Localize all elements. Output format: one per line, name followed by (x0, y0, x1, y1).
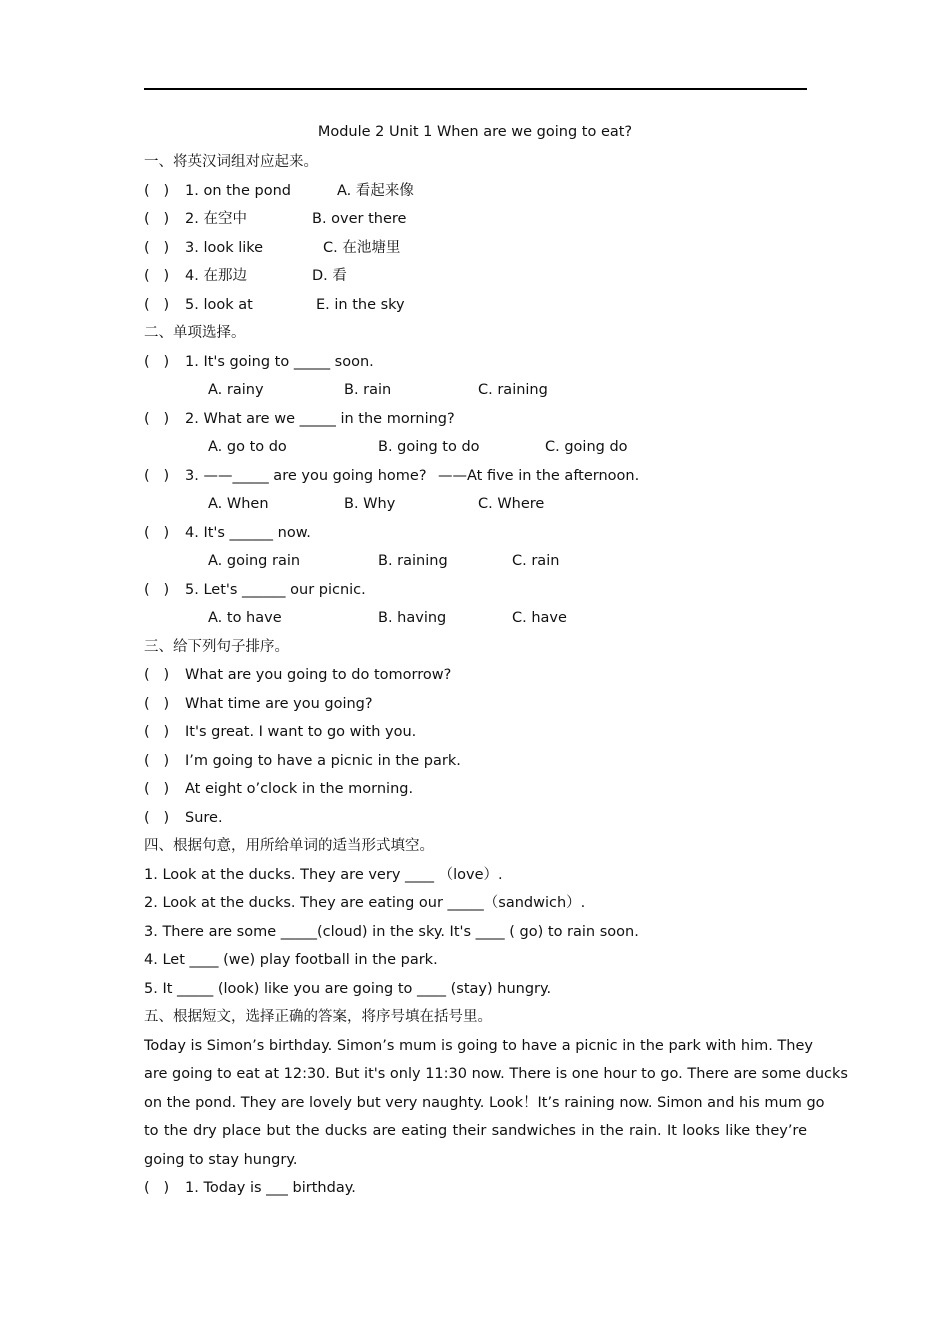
matching-left: 5. look at (185, 297, 253, 313)
ordering-sentence: Sure. (185, 810, 223, 826)
choice-option-b: B. raining (378, 553, 448, 569)
ordering-sentence: It's great. I want to go with you. (185, 724, 417, 740)
header-rule (144, 88, 807, 90)
choice-option-b: B. Why (344, 496, 396, 512)
ordering-sentence: I’m going to have a picnic in the park. (185, 753, 461, 769)
passage-line: going to stay hungry. (144, 1152, 298, 1168)
matching-left: 3. look like (185, 240, 264, 256)
ordering-item-3 (144, 722, 416, 742)
reading-stem: 1. Today is ___ birthday. (185, 1180, 356, 1196)
answer-bracket[interactable]: ( ) (144, 468, 170, 484)
choice-option-b: B. rain (344, 382, 392, 398)
fill-item-2: 2. Look at the ducks. They are eating our _____（sandwich）. (144, 895, 586, 911)
ordering-item-6 (144, 808, 223, 828)
choice-stem: 4. It's ______ now. (185, 525, 311, 541)
ordering-sentence: What are you going to do tomorrow? (185, 667, 452, 683)
choice-answer-line: ——At five in the afternoon. (438, 468, 640, 484)
matching-item-3 (144, 238, 263, 258)
answer-bracket[interactable]: ( ) (144, 354, 170, 370)
answer-bracket[interactable]: ( ) (144, 781, 170, 797)
answer-bracket[interactable]: ( ) (144, 667, 170, 683)
section-heading-3: 三、给下列句子排序。 (144, 639, 289, 655)
matching-right: C. 在池塘里 (323, 240, 401, 256)
choice-option-a: A. to have (208, 610, 282, 626)
choice-stem: 5. Let's ______ our picnic. (185, 582, 366, 598)
choice-question-4 (144, 523, 311, 543)
answer-bracket[interactable]: ( ) (144, 696, 170, 712)
answer-bracket[interactable]: ( ) (144, 582, 170, 598)
reading-question-1 (144, 1178, 356, 1198)
choice-question-2 (144, 409, 455, 429)
ordering-item-2 (144, 694, 373, 714)
fill-item-3: 3. There are some _____(cloud) in the sky. It's ____ ( go) to rain soon. (144, 924, 639, 940)
answer-bracket[interactable]: ( ) (144, 211, 170, 227)
matching-left: 4. 在那边 (185, 268, 247, 284)
answer-bracket[interactable]: ( ) (144, 753, 170, 769)
matching-item-1 (144, 181, 291, 201)
matching-item-5 (144, 295, 253, 315)
matching-right: B. over there (312, 211, 407, 227)
fill-item-4: 4. Let ____ (we) play football in the park. (144, 952, 438, 968)
matching-right: D. 看 (312, 268, 347, 284)
answer-bracket[interactable]: ( ) (144, 411, 170, 427)
ordering-item-4 (144, 751, 461, 771)
choice-stem: 2. What are we _____ in the morning? (185, 411, 455, 427)
choice-option-a: A. rainy (208, 382, 264, 398)
choice-option-c: C. have (512, 610, 567, 626)
choice-option-b: B. going to do (378, 439, 480, 455)
choice-option-c: C. going do (545, 439, 628, 455)
section-heading-4: 四、根据句意，用所给单词的适当形式填空。 (144, 838, 434, 854)
ordering-item-5 (144, 779, 413, 799)
section-heading-5: 五、根据短文，选择正确的答案，将序号填在括号里。 (144, 1009, 492, 1025)
matching-right: A. 看起来像 (337, 183, 414, 199)
fill-item-5: 5. It _____ (look) like you are going to ____ (stay) hungry. (144, 981, 552, 997)
matching-item-2 (144, 209, 247, 229)
section-heading-2: 二、单项选择。 (144, 325, 246, 341)
passage-line: on the pond. They are lovely but very naughty. Look！It’s raining now. Simon and his mum go (144, 1095, 825, 1111)
page-title: Module 2 Unit 1 When are we going to eat? (317, 124, 633, 140)
choice-stem: 3. ——_____ are you going home? (185, 468, 427, 484)
answer-bracket[interactable]: ( ) (144, 810, 170, 826)
choice-option-c: C. Where (478, 496, 545, 512)
answer-bracket[interactable]: ( ) (144, 297, 170, 313)
answer-bracket[interactable]: ( ) (144, 183, 170, 199)
answer-bracket[interactable]: ( ) (144, 724, 170, 740)
ordering-sentence: What time are you going? (185, 696, 373, 712)
choice-stem: 1. It's going to _____ soon. (185, 354, 374, 370)
choice-option-a: A. going rain (208, 553, 301, 569)
choice-option-a: A. go to do (208, 439, 287, 455)
matching-left: 2. 在空中 (185, 211, 247, 227)
answer-bracket[interactable]: ( ) (144, 268, 170, 284)
passage-line: Today is Simon’s birthday. Simon’s mum is going to have a picnic in the park with him. They (144, 1038, 813, 1054)
choice-question-1 (144, 352, 374, 372)
choice-question-5 (144, 580, 366, 600)
passage-line: to the dry place but the ducks are eating their sandwiches in the rain. It looks like they’re (144, 1123, 807, 1139)
answer-bracket[interactable]: ( ) (144, 525, 170, 541)
matching-right: E. in the sky (316, 297, 405, 313)
choice-question-3 (144, 466, 427, 486)
choice-option-c: C. raining (478, 382, 548, 398)
matching-item-4 (144, 266, 247, 286)
matching-left: 1. on the pond (185, 183, 291, 199)
section-heading-1: 一、将英汉词组对应起来。 (144, 154, 318, 170)
ordering-sentence: At eight o’clock in the morning. (185, 781, 414, 797)
choice-option-b: B. having (378, 610, 447, 626)
answer-bracket[interactable]: ( ) (144, 240, 170, 256)
fill-item-1: 1. Look at the ducks. They are very ____ （love）. (144, 867, 503, 883)
choice-option-a: A. When (208, 496, 269, 512)
passage-line: are going to eat at 12:30. But it's only 11:30 now. There is one hour to go. There are some ducks (144, 1066, 848, 1082)
ordering-item-1 (144, 665, 451, 685)
choice-option-c: C. rain (512, 553, 560, 569)
answer-bracket[interactable]: ( ) (144, 1180, 170, 1196)
